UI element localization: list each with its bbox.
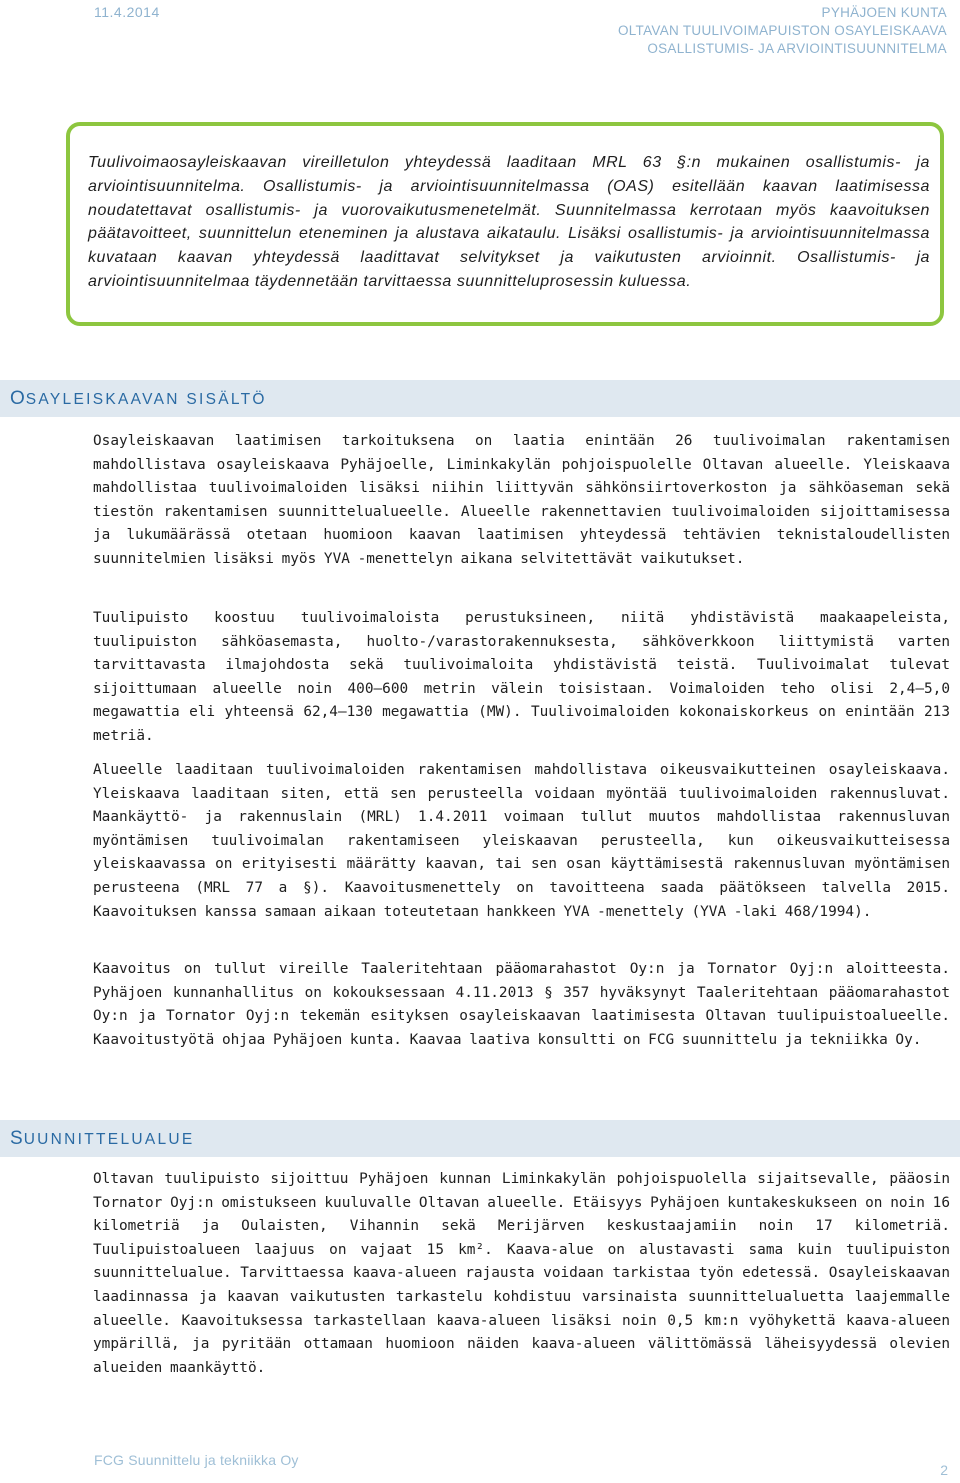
paragraph: Kaavoitus on tullut vireille Taaleritehtaan pääomarahastot Oy:n ja Tornator Oyj:n aloitteesta. Pyhäjoen kunnanhallitus on kokouksessaan 4.11.2013 § 357 hyväksynyt Taaleritehtaan pääomarahastot Oy:n ja Tornator Oyj:n tekemän esityksen osayleiskaavan laatimisesta Oltavan tuulipuistoalueelle. Kaavoitustyötä ohjaa Pyhäjoen kunta. Kaavaa laativa konsultti on FCG suunnittelu ja tekniikka Oy.: [93, 961, 950, 1048]
footer-company: FCG Suunnittelu ja tekniikka Oy: [94, 1452, 299, 1468]
section-header-content: [0, 380, 960, 417]
section-title-rest: UUNNITTELUALUE: [23, 1131, 195, 1148]
section-title-initial: O: [10, 388, 26, 409]
section-title-planning-area: [10, 1128, 195, 1150]
section-title-rest: SAYLEISKAAVAN SISÄLTÖ: [25, 391, 267, 408]
header-document-type: OSALLISTUMIS- JA ARVIOINTISUUNNITELMA: [647, 41, 947, 56]
paragraph: Osayleiskaavan laatimisen tarkoituksena on laatia enintään 26 tuulivoimalan rakentamisen mahdollistava osayleiskaava Pyhäjoelle, Liminkakylän pohjoispuolelle Oltavan alueelle. Yleiskaava mahdollistaa tuulivoimaloiden lisäksi niihin liittyvän sähkönsiirtoverkoston ja sähköaseman sekä tiestön rakentamisen suunnittelualueelle. Alueelle rakennettavien tuulivoimaloiden sijoittamisessa ja lukumäärässä otetaan huomioon kaavan laatimisen yhteydessä tehtävien teknistaloudellisten suunnitelmien lisäksi myös YVA -menettelyn aikana selvitettävät vaikutukset.: [93, 433, 950, 567]
paragraph: Oltavan tuulipuisto sijoittuu Pyhäjoen kunnan Liminkakylän pohjoispuolella sijaitsevalle, pääosin Tornator Oyj:n omistukseen kuuluvalle Oltavan alueelle. Etäisyys Pyhäjoen kuntakeskukseen on noin 16 kilometriä ja Oulaisten, Vihannin sekä Merijärven keskustaajamiin noin 17 kilometriä. Tuulipuistoalueen laajuus on vajaat 15 km². Kaava-alue on alustavasti sama kuin tuulipuiston suunnittelualue. Tarvittaessa kaava-alueen rajausta voidaan tarkistaa työn edetessä. Osayleiskaavan laadinnassa ja kaavan vaikutusten tarkastelu kohdistuu varsinaista suunnittelualuetta laajemmalle alueelle. Kaavoituksessa tarkastellaan kaava-alueen lisäksi noin 0,5 km:n vyöhykettä kaava-alueen ympärillä, ja pyritään ottamaan huomioon näiden kaava-alueen välittömässä läheisyydessä olevien alueiden maankäyttö.: [93, 1171, 950, 1376]
header-plan-name: OLTAVAN TUULIVOIMAPUISTON OSAYLEISKAAVA: [617, 23, 947, 38]
section-header-planning-area: [0, 1120, 960, 1157]
intro-note-text: Tuulivoimaosayleiskaavan vireilletulon yhteydessä laaditaan MRL 63 §:n mukainen osallistumis- ja arviointisuunnitelma. Osallistumis- ja arviointisuunnitelmassa (OAS) esitellään kaavan laatimisessa noudatettavat osallistumis- ja vuorovaikutusmenetelmät. Suunnitelmassa kerrotaan myös kaavoituksen päätavoitteet, suunnittelun eteneminen ja alustava aikataulu. Lisäksi osallistumis- ja arviointisuunnitelmassa kuvataan kaavan yhteydessä laadittavat selvitykset ja vaikutusten arvioinnit. Osallistumis- ja arviointisuunnitelmaa täydennetään tarvittaessa suunnitteluprosessin kuluessa.: [88, 154, 930, 290]
document-date: 11.4.2014: [94, 4, 160, 20]
section-title-initial: S: [10, 1128, 24, 1149]
section-title-content: [10, 388, 267, 410]
paragraph: Alueelle laaditaan tuulivoimaloiden rakentamisen mahdollistava oikeusvaikutteinen osayleiskaava. Yleiskaava laaditaan siten, että sen perusteella voidaan myöntää tuulivoimaloiden rakennusluvat. Maankäyttö- ja rakennuslain (MRL) 1.4.2011 voimaan tullut muutos mahdollistaa rakennusluvan myöntämisen tuulivoimalan rakentamiseen yleiskaavan perusteella, kun oikeusvaikutteisessa yleiskaavassa on erityisesti määrätty kaavan, tai sen osan käyttämisestä rakennusluvan myöntämisen perusteena (MRL 77 a §). Kaavoitusmenettely on tavoitteena saada päätökseen talvella 2015. Kaavoituksen kanssa samaan aikaan toteutetaan hankkeen YVA -menettely (YVA -laki 468/1994).: [93, 762, 950, 920]
paragraph: Tuulipuisto koostuu tuulivoimaloista perustuksineen, niitä yhdistävistä maakaapeleista, tuulipuiston sähköasemasta, huolto-/varastorakennuksesta, sähköverkkoon liittymistä varten tarvittavasta ilmajohdosta sekä tuulivoimaloita yhdistävistä teistä. Tuulivoimalat tulevat sijoittumaan alueelle noin 400—600 metrin välein toisistaan. Voimaloiden teho olisi 2,4—5,0 megawattia eli yhteensä 62,4—130 megawattia (MW). Tuulivoimaloiden kokonaiskorkeus on enintään 213 metriä.: [93, 610, 950, 744]
document-header: [618, 4, 947, 58]
page-number: 2: [940, 1462, 948, 1478]
header-municipality: PYHÄJOEN KUNTA: [821, 5, 947, 20]
